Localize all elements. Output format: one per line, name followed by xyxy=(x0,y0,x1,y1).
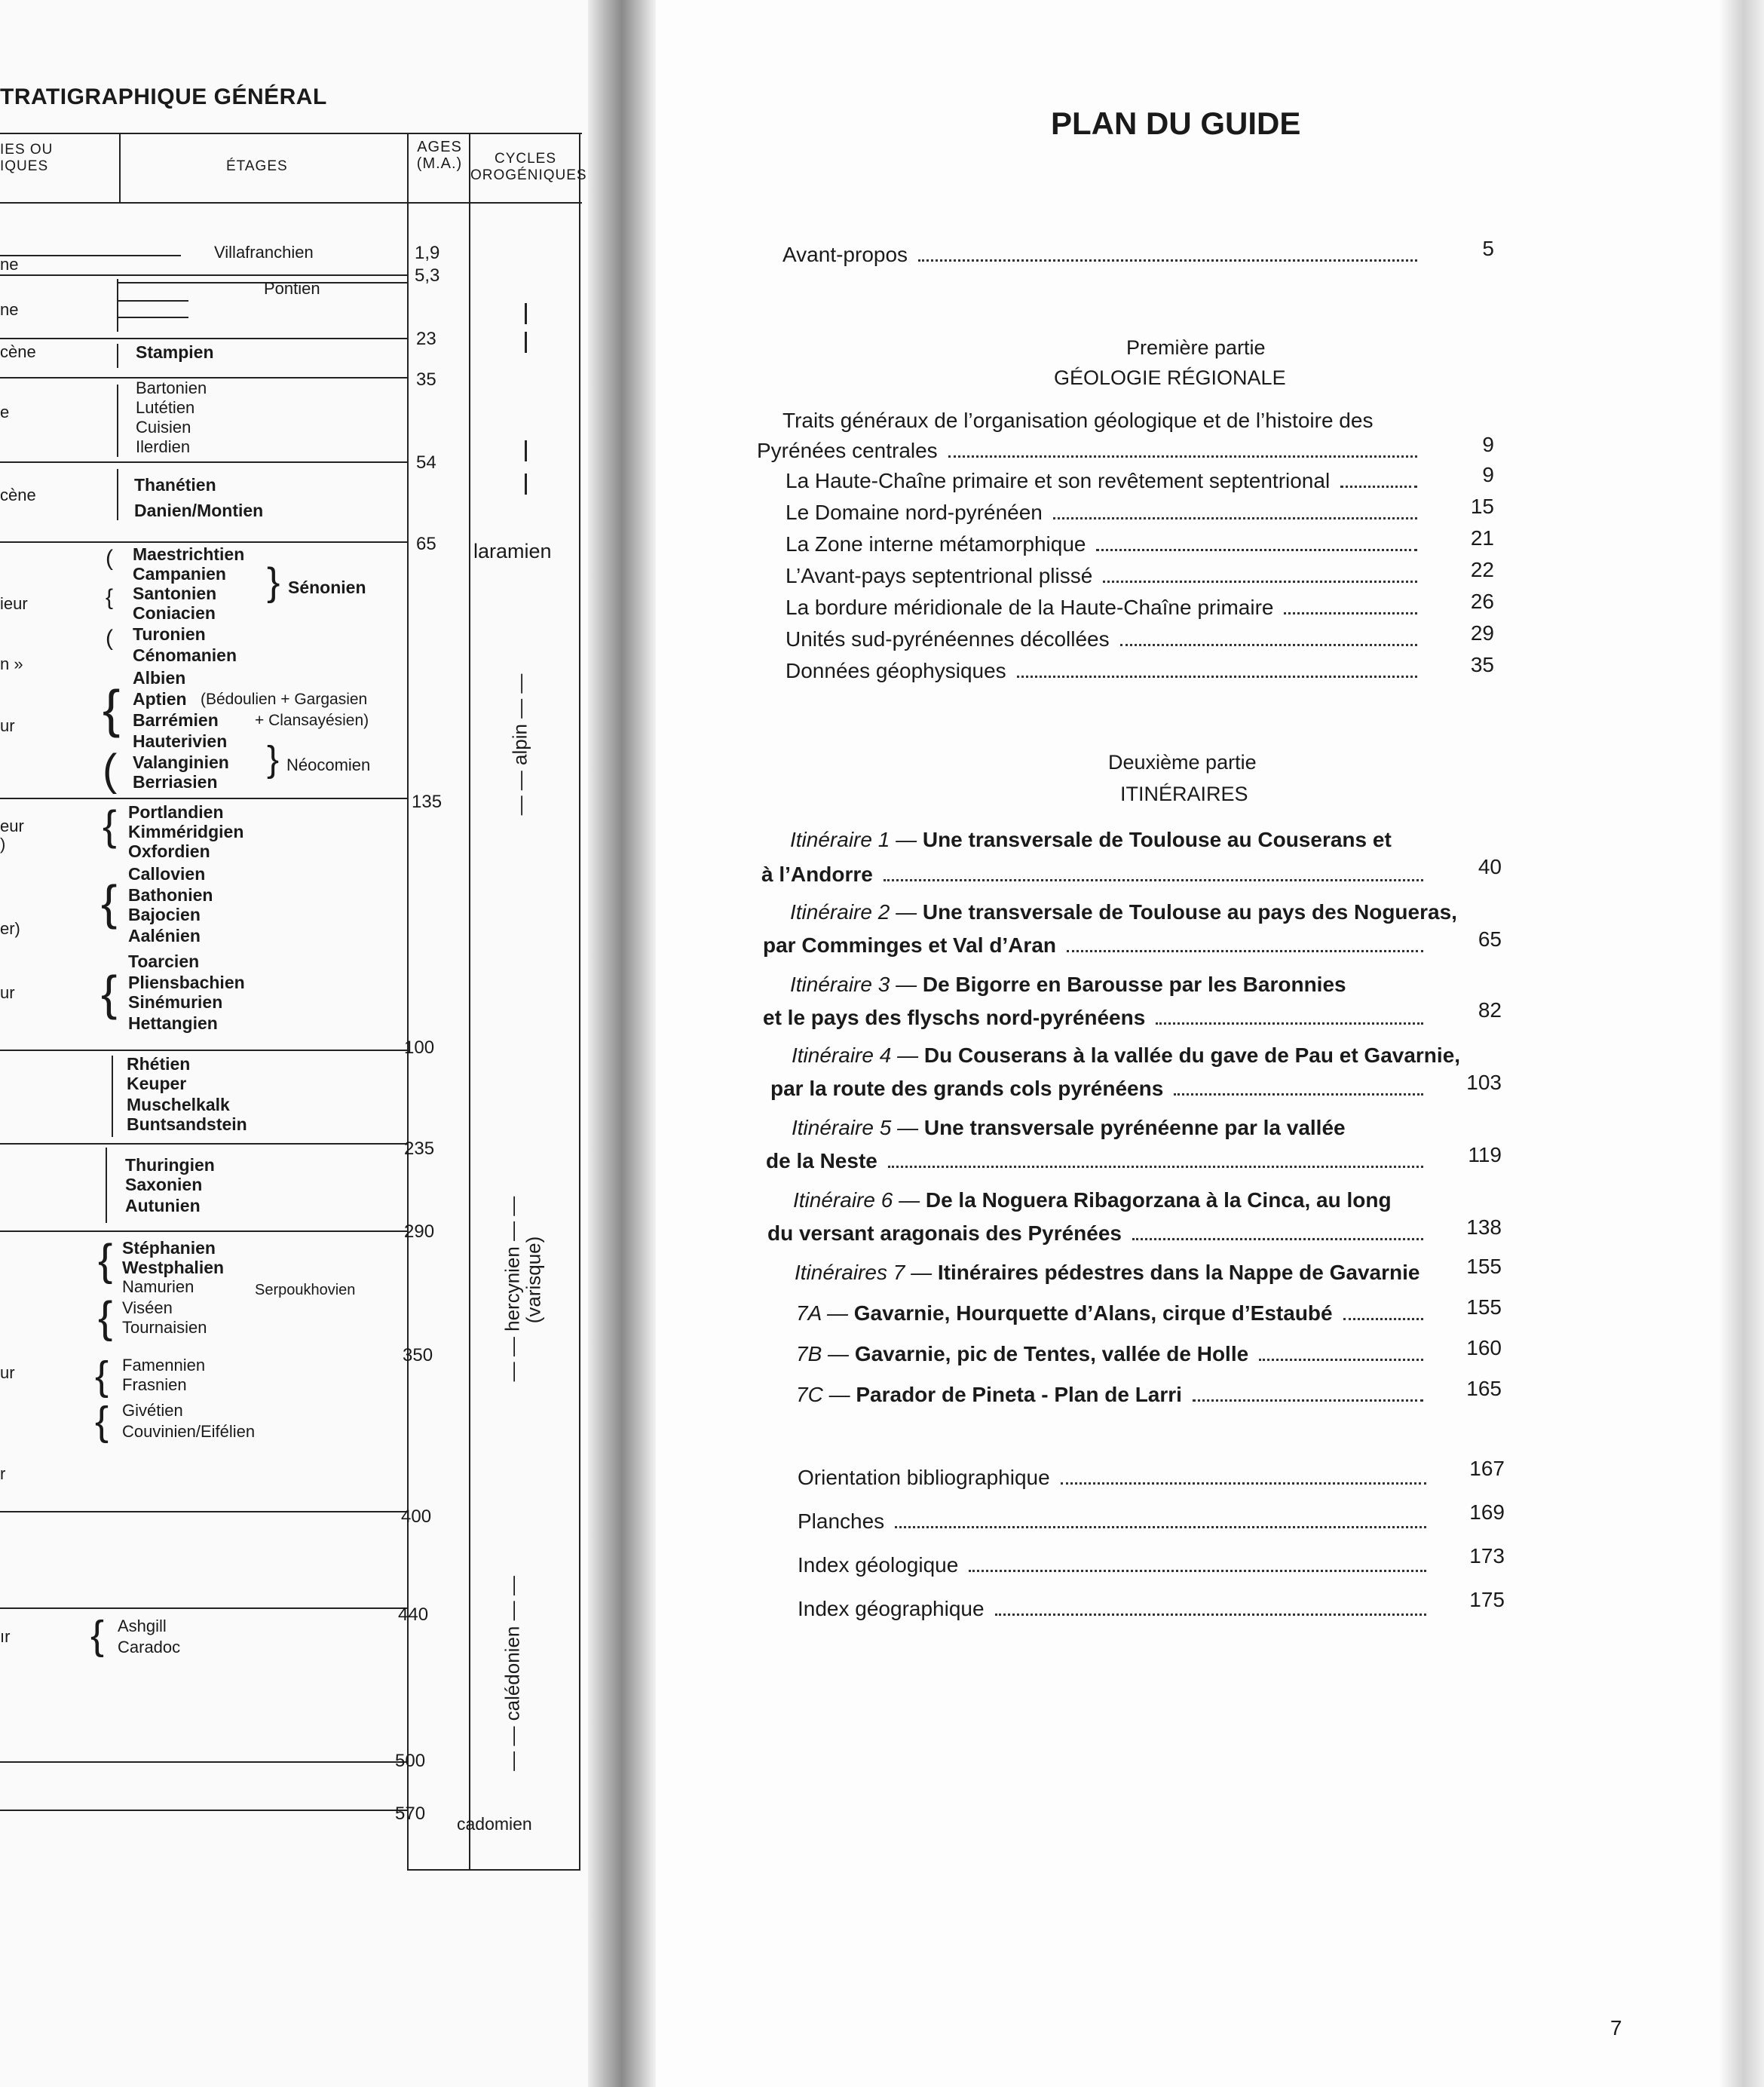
toc-entry-intro-line1[interactable]: Traits généraux de l’organisation géologique et de l’histoire des xyxy=(782,409,1374,432)
stage: Couvinien/Eifélien xyxy=(122,1422,256,1441)
stage: Bajocien xyxy=(128,905,201,924)
stage: Aptien xyxy=(133,689,187,709)
toc-page-number: 155 xyxy=(1466,1255,1502,1278)
itinerary-1-line2[interactable] xyxy=(761,863,1431,887)
toc-entry-label: Avant-propos xyxy=(782,243,908,266)
cycle-dash xyxy=(525,332,527,353)
age-value: 135 xyxy=(412,792,443,812)
toc-page-number: 26 xyxy=(1470,590,1494,613)
stage: Cuisien xyxy=(136,418,191,437)
cycle-caledonien: — — calédonien — — xyxy=(501,1576,524,1771)
itinerary-prefix: Itinéraire 4 — xyxy=(792,1044,919,1067)
stage-bar xyxy=(117,469,118,520)
itinerary-4-line1[interactable] xyxy=(792,1044,1460,1068)
cycles-column-divider xyxy=(469,133,470,1871)
itinerary-title: Du Couserans à la vallée du gave de Pau et Gavarnie, xyxy=(923,1044,1461,1067)
stage: Ashgill xyxy=(118,1617,167,1635)
cycle-laramien: laramien xyxy=(473,540,552,562)
stage: Kimméridgien xyxy=(128,822,244,841)
book-gutter-shadow xyxy=(588,0,656,2087)
itinerary-2-line2[interactable] xyxy=(763,933,1431,958)
itinerary-4-line2[interactable] xyxy=(770,1077,1431,1101)
series-label: r xyxy=(0,1464,6,1483)
stage: Sénonien xyxy=(288,578,366,597)
age-value: 500 xyxy=(395,1751,426,1771)
stage-note: (Bédoulien + Gargasien xyxy=(201,691,368,708)
stage: Saxonien xyxy=(125,1175,203,1194)
toc-entry-label: La bordure méridionale de la Haute-Chaîne primaire xyxy=(786,596,1274,619)
stage: Hauterivien xyxy=(133,731,228,751)
stage: Stéphanien xyxy=(122,1238,216,1258)
stage: Barrémien xyxy=(133,710,219,730)
stage: Buntsandstein xyxy=(127,1114,247,1134)
toc-page-number: 173 xyxy=(1469,1544,1505,1568)
part2-name: ITINÉRAIRES xyxy=(1120,783,1248,805)
age-value: 440 xyxy=(398,1604,429,1625)
leader-dots xyxy=(895,1525,1426,1528)
toc-page-number: 138 xyxy=(1466,1215,1502,1239)
itinerary-title: Itinéraires pédestres dans la Nappe de Gavarnie xyxy=(937,1261,1420,1284)
toc-page-number: 155 xyxy=(1466,1295,1502,1319)
itinerary-prefix: 7B — xyxy=(796,1342,850,1365)
itinerary-title: De Bigorre en Barousse par les Baronnies xyxy=(922,973,1346,996)
right-page-table-of-contents xyxy=(656,0,1764,2087)
toc-page-number: 22 xyxy=(1470,558,1494,581)
itinerary-title: de la Neste xyxy=(766,1149,877,1172)
stage: Portlandien xyxy=(128,802,224,822)
brace-mark: { xyxy=(106,585,114,610)
page-title: PLAN DU GUIDE xyxy=(1051,106,1301,141)
stage-bar xyxy=(112,1056,113,1137)
part2-heading: Deuxième partie xyxy=(1108,751,1257,774)
cycle-dash xyxy=(525,473,527,495)
header-series: IES OU IQUES xyxy=(0,142,54,174)
stage: Autunien xyxy=(125,1196,201,1215)
age-value: 65 xyxy=(416,534,436,554)
age-value: 100 xyxy=(404,1037,435,1058)
table-header-rule xyxy=(0,202,582,204)
series-label: ne xyxy=(0,300,19,319)
itinerary-prefix: Itinéraire 1 — xyxy=(790,828,917,851)
leader-dots xyxy=(1340,485,1417,488)
itinerary-2-line1[interactable] xyxy=(790,900,1457,924)
toc-entry-label: Index géographique xyxy=(798,1597,985,1620)
brace-mark: { xyxy=(101,966,118,1020)
toc-entry-label: Unités sud-pyrénéennes décollées xyxy=(786,627,1110,651)
toc-page-number: 5 xyxy=(1482,237,1494,260)
stage: Viséen xyxy=(122,1298,173,1317)
itinerary-title: du versant aragonais des Pyrénées xyxy=(767,1221,1122,1245)
stage: Néocomien xyxy=(286,755,371,774)
part1-name: GÉOLOGIE RÉGIONALE xyxy=(1054,366,1286,389)
toc-entry[interactable] xyxy=(786,564,1425,588)
boundary-line xyxy=(0,1511,407,1512)
table-top-rule xyxy=(0,133,582,134)
stage: Valanginien xyxy=(133,752,229,772)
boundary-line xyxy=(0,461,407,463)
itinerary-title: par Comminges et Val d’Aran xyxy=(763,933,1056,957)
series-label: ne xyxy=(0,255,19,274)
itinerary-7a[interactable] xyxy=(796,1301,1431,1325)
age-value: 54 xyxy=(416,452,436,473)
toc-entry-annex[interactable] xyxy=(798,1509,1434,1534)
series-label: ur xyxy=(0,983,15,1002)
brace-mark: } xyxy=(267,740,280,780)
boundary-line xyxy=(0,1810,407,1811)
itinerary-7[interactable] xyxy=(795,1261,1431,1285)
stage: Santonien xyxy=(133,584,217,603)
stage: Stampien xyxy=(136,342,214,362)
stage: Ilerdien xyxy=(136,437,191,456)
leader-dots xyxy=(1156,1022,1423,1025)
toc-entry[interactable] xyxy=(786,469,1425,493)
boundary-line xyxy=(0,1761,407,1763)
itinerary-6-line1[interactable] xyxy=(793,1188,1392,1212)
stage: Thanétien xyxy=(134,475,216,495)
toc-page-number: 65 xyxy=(1478,927,1502,951)
stage: Danien/Montien xyxy=(134,501,264,520)
toc-entry-annex[interactable] xyxy=(798,1553,1434,1577)
toc-page-number: 165 xyxy=(1466,1377,1502,1400)
stage: Givétien xyxy=(122,1401,183,1420)
table-bottom-rule xyxy=(407,1869,580,1871)
stage: Bathonien xyxy=(128,885,213,905)
toc-entry-intro[interactable] xyxy=(757,439,1425,463)
toc-entry[interactable] xyxy=(786,596,1425,620)
brace-mark: { xyxy=(98,1293,113,1342)
itinerary-title: Gavarnie, Hourquette d’Alans, cirque d’Estaubé xyxy=(853,1301,1333,1325)
series-label: n » xyxy=(0,654,23,673)
stage-bar xyxy=(117,344,118,368)
age-value: 570 xyxy=(395,1804,426,1824)
leader-dots xyxy=(888,1165,1423,1168)
age-value: 5,3 xyxy=(415,265,440,286)
stage-note: + Clansayésien) xyxy=(255,712,369,729)
series-label: cène xyxy=(0,486,36,504)
stage: Sinémurien xyxy=(128,992,223,1012)
page-edge-shadow xyxy=(1719,0,1764,2087)
stage: Pontien xyxy=(264,279,320,298)
stage: Albien xyxy=(133,668,186,688)
toc-page-number: 15 xyxy=(1470,495,1494,518)
stage: Serpoukhovien xyxy=(255,1282,356,1298)
series-label: ur xyxy=(0,716,15,735)
boundary-line xyxy=(0,274,407,276)
boundary-line xyxy=(0,798,407,799)
series-label: er) xyxy=(0,919,20,938)
leader-dots xyxy=(1343,1317,1423,1320)
itinerary-5-line2[interactable] xyxy=(766,1149,1431,1173)
series-label: ır xyxy=(0,1627,11,1646)
cycle-dash xyxy=(525,303,527,324)
toc-entry[interactable] xyxy=(786,659,1425,683)
series-label: eur ) xyxy=(0,817,24,853)
leader-dots xyxy=(1067,949,1423,952)
toc-entry-annex[interactable] xyxy=(798,1597,1434,1621)
boundary-line xyxy=(0,1230,407,1232)
boundary-line xyxy=(0,541,407,543)
toc-entry[interactable] xyxy=(786,501,1425,525)
toc-entry-label: Pyrénées centrales xyxy=(757,439,938,462)
itinerary-3-line2[interactable] xyxy=(763,1006,1431,1030)
cycle-alpin: — — alpin — — xyxy=(508,673,531,816)
part1-heading: Première partie xyxy=(1126,336,1266,359)
leader-dots xyxy=(948,455,1417,458)
toc-entry-label: La Haute-Chaîne primaire et son revêtement septentrional xyxy=(786,469,1331,492)
boundary-line xyxy=(117,282,407,283)
series-label: e xyxy=(0,403,10,421)
toc-page-number: 167 xyxy=(1469,1457,1505,1480)
toc-entry-annex[interactable] xyxy=(798,1466,1434,1490)
leader-dots xyxy=(1174,1093,1423,1096)
itinerary-6-line2[interactable] xyxy=(767,1221,1431,1246)
itinerary-1-line1[interactable] xyxy=(790,828,1392,852)
itinerary-title: Une transversale de Toulouse au Couserans et xyxy=(922,828,1392,851)
stage: Famennien xyxy=(122,1356,206,1374)
itinerary-title: Une transversale pyrénéenne par la vallée xyxy=(923,1116,1346,1139)
cycle-dash xyxy=(525,440,527,461)
toc-page-number: 119 xyxy=(1468,1143,1502,1166)
itinerary-7c[interactable] xyxy=(796,1383,1431,1407)
header-ages: AGES (M.A.) xyxy=(416,139,463,172)
stage: Cénomanien xyxy=(133,645,237,665)
stage: Oxfordien xyxy=(128,841,210,861)
leader-dots xyxy=(1096,548,1417,551)
boundary-line xyxy=(0,1050,407,1051)
series-label: ur xyxy=(0,1363,15,1382)
itinerary-prefix: Itinéraire 6 — xyxy=(793,1188,920,1212)
stage-bar xyxy=(117,385,118,457)
header-cycles: CYCLES OROGÉNIQUES xyxy=(470,151,587,183)
table-title: TRATIGRAPHIQUE GÉNÉRAL xyxy=(0,84,327,109)
itinerary-5-line1[interactable] xyxy=(792,1116,1346,1140)
cycle-hercynien: — — hercynien — — xyxy=(501,1196,524,1382)
itinerary-title: à l’Andorre xyxy=(761,863,873,886)
toc-page-number: 35 xyxy=(1470,653,1494,676)
itinerary-prefix: Itinéraire 3 — xyxy=(790,973,917,996)
stage: Tournaisien xyxy=(122,1318,207,1337)
stage: Thuringien xyxy=(125,1155,215,1175)
stage: Hettangien xyxy=(128,1013,218,1033)
toc-page-number: 82 xyxy=(1478,998,1502,1022)
toc-page-number: 169 xyxy=(1469,1500,1505,1524)
stage: Toarcien xyxy=(128,952,200,971)
toc-page-number: 9 xyxy=(1482,433,1494,456)
toc-entry-label: Orientation bibliographique xyxy=(798,1466,1050,1489)
age-value: 235 xyxy=(404,1139,435,1159)
toc-page-number: 29 xyxy=(1470,621,1494,645)
stage: Frasnien xyxy=(122,1375,187,1394)
toc-page-number: 40 xyxy=(1478,855,1502,878)
toc-page-number: 160 xyxy=(1466,1336,1502,1359)
toc-page-number: 21 xyxy=(1470,526,1494,550)
age-value: 400 xyxy=(401,1506,432,1527)
age-value: 1,9 xyxy=(415,243,440,263)
itinerary-title: et le pays des flyschs nord-pyrénéens xyxy=(763,1006,1146,1029)
stage-bar xyxy=(117,279,118,332)
brace-mark: { xyxy=(101,875,118,930)
page-number: 7 xyxy=(1610,2016,1622,2039)
toc-entry-label: L’Avant-pays septentrional plissé xyxy=(786,564,1093,587)
itinerary-title: Gavarnie, pic de Tentes, vallée de Holle xyxy=(854,1342,1249,1365)
brace-mark: { xyxy=(90,1613,105,1658)
boundary-line xyxy=(0,1607,407,1609)
itinerary-title: Parador de Pineta - Plan de Larri xyxy=(856,1383,1182,1406)
leader-dots xyxy=(1120,643,1417,646)
itinerary-prefix: 7A — xyxy=(796,1301,848,1325)
stage: Callovien xyxy=(128,864,206,884)
itinerary-title: par la route des grands cols pyrénéens xyxy=(770,1077,1164,1100)
leader-dots xyxy=(1259,1358,1423,1361)
header-etages: ÉTAGES xyxy=(226,158,288,174)
toc-entry[interactable] xyxy=(786,627,1425,651)
brace-mark: { xyxy=(98,1236,113,1285)
stage: Bartonien xyxy=(136,378,207,397)
stage: Lutétien xyxy=(136,398,195,417)
brace-mark: { xyxy=(103,801,117,849)
brace-mark: ( xyxy=(106,626,113,651)
toc-page-number: 9 xyxy=(1482,463,1494,486)
leader-dots xyxy=(1017,675,1417,678)
toc-page-number: 103 xyxy=(1466,1071,1502,1094)
stage: Aalénien xyxy=(128,926,201,945)
stage: Campanien xyxy=(133,564,226,584)
cycle-varisque: (varisque) xyxy=(522,1236,545,1324)
stage: Coniacien xyxy=(133,603,216,623)
series-column-divider xyxy=(119,133,121,202)
itinerary-prefix: Itinéraire 2 — xyxy=(790,900,917,924)
stage: Rhétien xyxy=(127,1054,191,1074)
itinerary-prefix: 7C — xyxy=(796,1383,850,1406)
stage: Caradoc xyxy=(118,1638,181,1656)
age-value: 290 xyxy=(404,1221,435,1242)
stage: Villafranchien xyxy=(214,243,314,262)
series-label: cène xyxy=(0,342,36,361)
boundary-line xyxy=(0,338,407,339)
age-value: 35 xyxy=(416,369,436,390)
leader-dots xyxy=(1103,580,1417,583)
leader-dots xyxy=(969,1569,1426,1572)
stage: Turonien xyxy=(133,624,206,644)
stage: Berriasien xyxy=(133,772,218,792)
itinerary-title: Une transversale de Toulouse au pays des Nogueras, xyxy=(922,900,1457,924)
toc-entry-label: Planches xyxy=(798,1509,885,1533)
stage: Maestrichtien xyxy=(133,544,245,564)
brace-mark: { xyxy=(95,1399,109,1444)
leader-dots xyxy=(1284,611,1417,614)
toc-entry-label: Index géologique xyxy=(798,1553,959,1577)
leader-dots xyxy=(995,1613,1426,1616)
boundary-line xyxy=(0,1143,407,1145)
brace-mark: ( xyxy=(103,746,118,795)
leader-dots xyxy=(1193,1399,1423,1402)
itinerary-title: De la Noguera Ribagorzana à la Cinca, au long xyxy=(925,1188,1392,1212)
stage: Keuper xyxy=(127,1074,187,1093)
toc-entry-avant-propos[interactable] xyxy=(782,243,1425,267)
itinerary-3-line1[interactable] xyxy=(790,973,1346,997)
leader-dots xyxy=(1132,1237,1423,1240)
brace-mark: } xyxy=(267,560,280,604)
stage: Namurien xyxy=(122,1277,194,1296)
brace-mark: ( xyxy=(106,546,113,571)
stage: Muschelkalk xyxy=(127,1095,230,1114)
age-value: 350 xyxy=(403,1345,433,1365)
brace-mark: { xyxy=(103,679,121,738)
leader-dots xyxy=(1061,1482,1426,1485)
boundary-line xyxy=(0,255,181,256)
stage: Pliensbachien xyxy=(128,973,245,992)
age-value: 23 xyxy=(416,329,436,349)
itinerary-prefix: Itinéraires 7 — xyxy=(795,1261,933,1284)
stage: Westphalien xyxy=(122,1258,225,1277)
leader-dots xyxy=(884,878,1423,881)
toc-entry[interactable] xyxy=(786,532,1425,556)
toc-entry-label: La Zone interne métamorphique xyxy=(786,532,1086,556)
boundary-line xyxy=(117,317,188,318)
toc-entry-label: Données géophysiques xyxy=(786,659,1006,682)
series-label: ieur xyxy=(0,594,28,613)
toc-entry-label: Le Domaine nord-pyrénéen xyxy=(786,501,1043,524)
cycle-cadomien: cadomien xyxy=(457,1814,532,1834)
boundary-line xyxy=(117,300,188,302)
brace-mark: { xyxy=(95,1353,109,1399)
left-page-stratigraphic-table xyxy=(0,0,588,2087)
table-right-border xyxy=(579,133,580,1871)
leader-dots xyxy=(1053,516,1417,519)
itinerary-prefix: Itinéraire 5 — xyxy=(792,1116,919,1139)
toc-page-number: 175 xyxy=(1469,1588,1505,1611)
leader-dots xyxy=(918,259,1417,262)
stage-bar xyxy=(106,1148,107,1223)
itinerary-7b[interactable] xyxy=(796,1342,1431,1366)
